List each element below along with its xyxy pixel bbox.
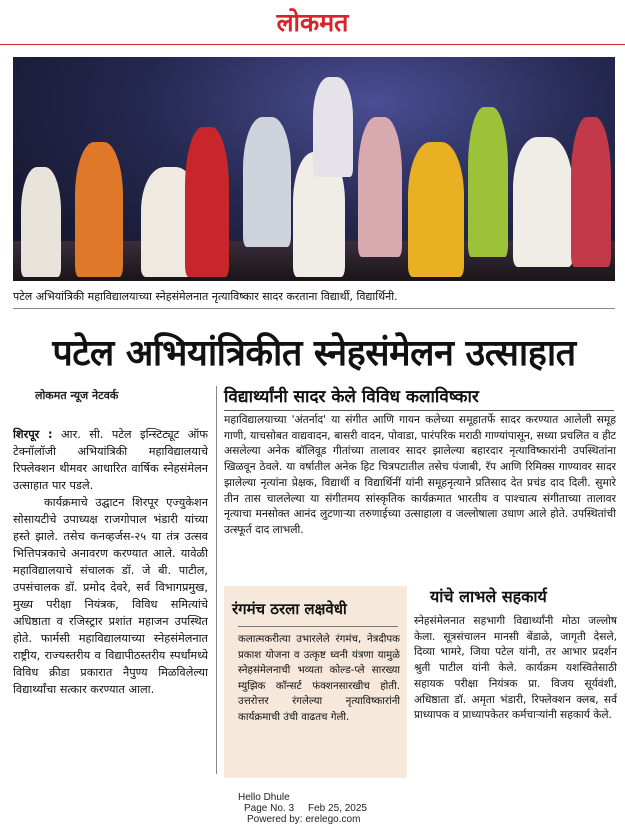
- dancer-figure: [408, 142, 464, 277]
- dancer-figure: [358, 117, 402, 257]
- dancer-figure: [313, 77, 353, 177]
- page-number: Page No. 3: [244, 803, 295, 814]
- dancer-figure: [185, 127, 229, 277]
- column-divider: [216, 386, 217, 774]
- paragraph-text: महाविद्यालयाच्या 'अंतर्नाद' या संगीत आणि गायन कलेच्या समूहातर्फे सादर करण्यात आलेली समूह गाणी, याचसोबत वाद्यवादन, बासरी वादन, पोवाडा, पारंपरिक मराठी गाण्यांपासून, सध्या प्रचलित व हीट असलेल्या अनेक बॉलिवूड गीतांच्या तालावर सादर झालेल्या बहारदार नृत्याविष्कारांनी उपस्थितांना खिळवून ठेवले. या वर्षातील अनेक हिट चित्रपटातील तसेच पंजाबी, रॅप आणि रिमिक्स गाण्यावर सादर झालेल्या नृत्यांना प्रेक्षक, विद्यार्थी व विद्यार्थिनीं यांनी समूहनृत्याने प्रतिसाद देत प्रचंड दाद दिली. सुमारे तीन तास चाललेल्या या संगीतमय सांस्कृतिक कार्यक्रमात भारतीय व पाश्चात्य संगीताच्या तालावर नृत्याचा मनसोक्त आनंद लुटणाऱ्या तरुणाईच्या उत्साहाला व जल्लोषाला उधाण आले होते. उपस्थितांची उत्स्फूर्त दाद लाभली.: [224, 413, 616, 536]
- article-subheadline: विद्यार्थ्यांनी सादर केले विविध कलाविष्कार: [224, 387, 479, 407]
- edition-name: Hello Dhule: [238, 792, 290, 803]
- photo-caption: पटेल अभियांत्रिकी महाविद्यालयाच्या स्नेहसंमेलनात नृत्याविष्कार सादर करताना विद्यार्थी, विद्यार्थिनी.: [13, 290, 398, 303]
- dateline: शिरपूर :: [13, 428, 53, 441]
- sidebar-box-divider: [238, 626, 398, 627]
- paragraph-text: आर. सी. पटेल इन्स्टिट्यूट ऑफ टेक्नॉलॉजी अभियांत्रिकी महाविद्यालयाचे रिफ्लेक्शन थीमवर आधारित वार्षिक स्नेहसंमेलन उत्साहात पार पडले.: [13, 428, 208, 492]
- event-photo: [13, 57, 615, 281]
- article-column-2: [224, 412, 616, 575]
- article-column-1: [13, 426, 208, 778]
- paragraph: [13, 426, 208, 494]
- dancer-figure: [468, 107, 508, 257]
- credits-text: [414, 614, 617, 778]
- credits-title: यांचे लाभले सहकार्य: [430, 587, 547, 606]
- sidebar-box-title: रंगमंच ठरला लक्षवेधी: [232, 600, 347, 618]
- paragraph-text: कार्यक्रमाचे उद्घाटन शिरपूर एज्युकेशन सोसायटीचे उपाध्यक्ष राजगोपाल भंडारी यांच्या हस्ते झाले. तसेच कनव्हर्जस-२५ या तंत्र उत्सव भित्तिपत्रकाचे अनावरण करण्यात आले. यावेळी महाविद्यालयाचे संचालक डॉ. जे बी. पाटील, उपसंचालक डॉ. प्रमोद देवरे, सर्व विभागप्रमुख, मुख्य परीक्षा नियंत्रक, विविध समित्यांचे अधिष्ठाता व रजिस्ट्रार प्रशांत महाजन उपस्थित होते. फार्मसी महाविद्यालयाच्या स्नेहसंमेलनात राष्ट्रीय, राज्यस्तरीय व विद्यापीठस्तरीय स्पर्धांमध्ये विविध क्रीडा प्रकारात नैपुण्य मिळविलेल्या विद्यार्थ्यांचा सत्कार करण्यात आला.: [13, 496, 208, 696]
- dancer-figure: [243, 117, 291, 247]
- masthead-divider: [0, 44, 625, 45]
- newspaper-logo: लोकमत: [276, 8, 349, 37]
- dancer-figure: [513, 137, 573, 267]
- powered-by-link[interactable]: Powered by: erelego.com: [247, 814, 361, 825]
- dancer-figure: [571, 117, 611, 267]
- subheadline-underline: [224, 410, 614, 411]
- paragraph: [13, 494, 208, 698]
- dancer-figure: [21, 167, 61, 277]
- caption-divider: [13, 308, 615, 309]
- article-headline: पटेल अभियांत्रिकीत स्नेहसंमेलन उत्साहात: [52, 333, 576, 374]
- page-footer: [0, 792, 625, 836]
- sidebar-box-text: [238, 632, 400, 772]
- paragraph-text: स्नेहसंमेलनात सहभागी विद्यार्थ्यांनी मोठा जल्लोष केला. सूत्रसंचालन मानसी बेंडाळे, जागृती देसले, दिव्या भामरे, जिया पटेल यांनी, तर आभार प्रदर्शन श्रुती पाटील यांनी केले. कार्यक्रम यशस्वितेसाठी सहायक परीक्षा नियंत्रक प्रा. विजय सूर्यवंशी, अधिष्ठाता डॉ. अमृता भंडारी, रिफ्लेक्शन क्लब, सर्व प्राध्यापक व प्राध्यापकेतर कर्मचाऱ्यांनी सहकार्य केले.: [414, 615, 617, 722]
- paragraph-text: कलात्मकरीत्या उभारलेले रंगमंच, नेत्रदीपक प्रकाश योजना व उत्कृष्ट ध्वनी यंत्रणा यामुळे स्नेहसंमेलनाची भव्यता कोल्ड-प्ले सारख्या म्युझिक कॉन्सर्ट फंक्शनसारखीच होती. उत्तरोत्तर रंगलेल्या नृत्याविष्कारांनी कार्यक्रमाची उंची वाढतच गेली.: [238, 634, 400, 723]
- publication-date: Feb 25, 2025: [308, 803, 367, 814]
- dancer-figure: [75, 142, 123, 277]
- byline: लोकमत न्यूज नेटवर्क: [35, 389, 119, 402]
